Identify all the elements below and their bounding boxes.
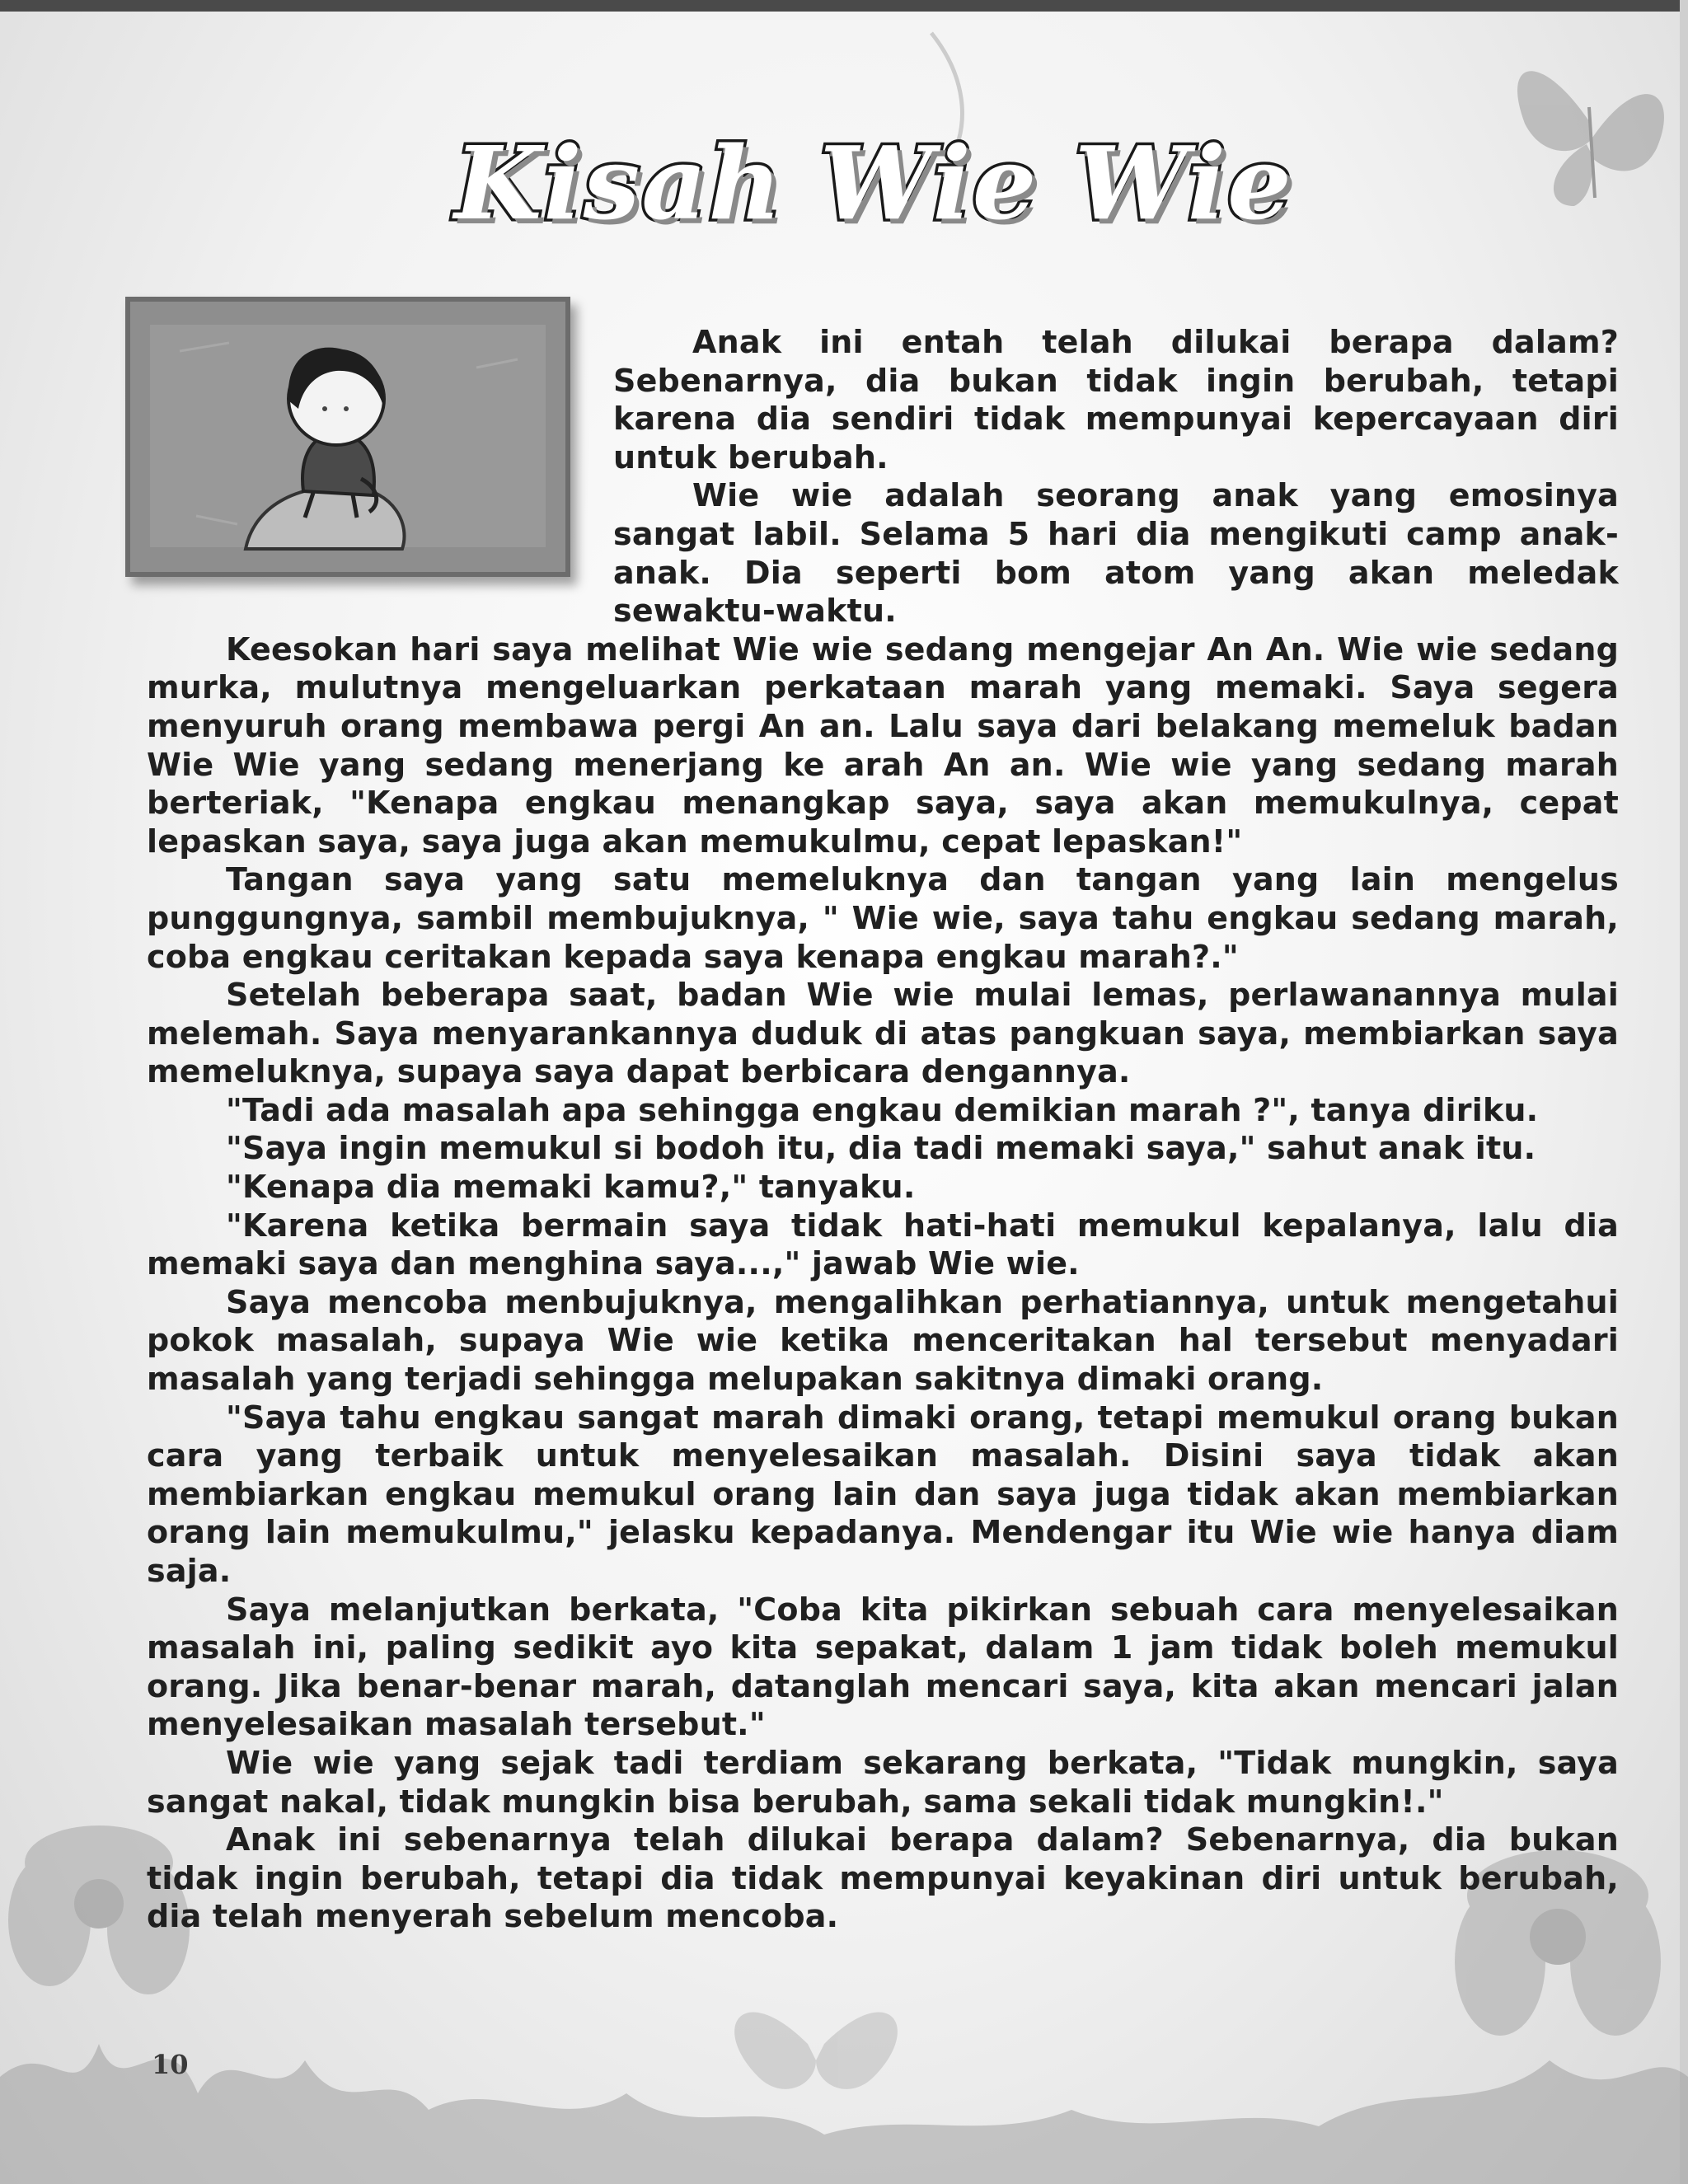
page-title: Kisah Wie Wie (454, 124, 1293, 242)
story-text (147, 323, 1619, 2046)
paragraph: Anak ini entah telah dilukai berapa dalam? Sebenarnya, dia bukan tidak ingin berubah, tetapi karena dia sendiri tidak mempunyai kepercayaan diri untuk berubah. (613, 324, 1619, 476)
paragraph: Tangan saya yang satu memeluknya dan tangan yang lain mengelus punggungnya, sambil membujuknya, " Wie wie, saya tahu engkau sedang marah, coba engkau ceritakan kepada saya kenapa engkau marah?." (147, 861, 1619, 975)
paragraph: Keesokan hari saya melihat Wie wie sedang mengejar An An. Wie wie sedang murka, mulutnya mengeluarkan perkataan marah yang memaki. Saya segera menyuruh orang membawa pergi An an. Lalu saya dari belakang memeluk badan Wie Wie yang sedang menerjang ke arah An an. Wie wie yang sedang marah berteriak, "Kenapa engkau menangkap saya, saya akan memukulnya, cepat lepaskan saya, saya juga akan memukulmu, cepat lepaskan!" (147, 630, 1619, 860)
paragraph: Wie wie adalah seorang anak yang emosinya sangat labil. Selama 5 hari dia mengikuti camp anak-anak. Dia seperti bom atom yang akan meledak sewaktu-waktu. (613, 477, 1619, 630)
paragraph: "Saya tahu engkau sangat marah dimaki orang, tetapi memukul orang bukan cara yang terbaik untuk menyelesaikan masalah. Disini saya tidak akan membiarkan engkau memukul orang lain dan saya juga tidak akan membiarkan orang lain memukulmu," jelasku kepadanya. Mendengar itu Wie wie hanya diam saja. (147, 1399, 1619, 1589)
paragraph: Saya melanjutkan berkata, "Coba kita pikirkan sebuah cara menyelesaikan masalah ini, paling sedikit ayo kita sepakat, dalam 1 jam tidak boleh memukul orang. Jika benar-benar marah, datanglah mencari saya, kita akan mencari jalan menyelesaikan masalah tersebut." (147, 1591, 1619, 1743)
page-number: 10 (152, 2049, 189, 2080)
paragraph: Saya mencoba menbujuknya, mengalihkan perhatiannya, untuk mengetahui pokok masalah, supaya Wie wie ketika menceritakan hal tersebut menyadari masalah yang terjadi sehingga melupakan sakitnya dimaki orang. (147, 1283, 1619, 1398)
illustration-spacer (125, 297, 598, 625)
paragraph: "Kenapa dia memaki kamu?," tanyaku. (226, 1169, 916, 1206)
paragraph: "Tadi ada masalah apa sehingga engkau demikian marah ?", tanya diriku. (226, 1091, 1539, 1128)
paragraph: "Karena ketika bermain saya tidak hati-hati memukul kepalanya, lalu dia memaki saya dan menghina saya...," jawab Wie wie. (147, 1207, 1619, 1282)
butterfly-icon (1517, 71, 1664, 206)
paragraph: "Saya ingin memukul si bodoh itu, dia tadi memaki saya," sahut anak itu. (226, 1130, 1536, 1167)
paragraph: Wie wie yang sejak tadi terdiam sekarang berkata, "Tidak mungkin, saya sangat nakal, tidak mungkin bisa berubah, sama sekali tidak mungkin!." (147, 1744, 1619, 1820)
paragraph: Setelah beberapa saat, badan Wie wie mulai lemas, perlawanannya mulai melemah. Saya menyarankannya duduk di atas pangkuan saya, membiarkan saya memeluknya, supaya saya dapat berbicara dengannya. (147, 977, 1619, 1090)
paragraph: Anak ini sebenarnya telah dilukai berapa dalam? Sebenarnya, dia bukan tidak ingin berubah, tetapi dia tidak mempunyai keyakinan diri untuk berubah, dia telah menyerah sebelum mencoba. (147, 1821, 1619, 1935)
